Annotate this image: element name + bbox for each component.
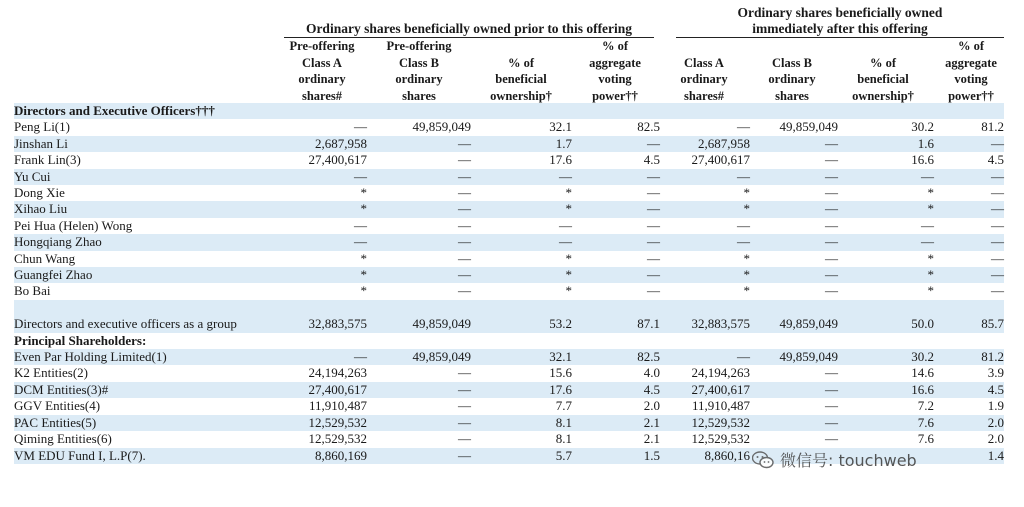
cell-value: — (367, 382, 471, 398)
cell-value: 82.5 (572, 349, 660, 365)
cell-value: 1.5 (572, 448, 660, 464)
cell-value: * (565, 283, 572, 299)
cell-value: — (280, 169, 367, 185)
cell-value: 4.0 (643, 365, 660, 381)
cell-value: 49,859,049 (779, 119, 838, 135)
row-label: DCM Entities(3)# (14, 382, 280, 398)
cell-value: 24,194,263 (308, 365, 367, 381)
column-header-line: ordinary (768, 72, 816, 86)
cell-value: * (743, 283, 750, 299)
table-row (14, 382, 1004, 398)
cell-value: 1.7 (471, 136, 572, 152)
cell-value: 32.1 (471, 349, 572, 365)
cell-value: 2.0 (934, 415, 1004, 431)
cell-value: 12,529,532 (660, 415, 750, 431)
column-header-line: power†† (592, 88, 638, 103)
table-row (14, 251, 1004, 267)
column-header-5 (660, 55, 748, 106)
column-header-1 (280, 38, 364, 105)
cell-value: 32,883,575 (280, 300, 367, 333)
cell-value: — (367, 234, 471, 250)
column-header-8 (926, 38, 1016, 105)
cell-value: 49,859,049 (750, 300, 838, 333)
cell-value: — (458, 250, 471, 266)
cell-value: — (280, 234, 367, 250)
column-header-line: % of (507, 55, 535, 70)
cell-value: 7.6 (838, 415, 934, 431)
column-header-line: Pre-offering (386, 39, 452, 53)
cell-value: 1.6 (838, 136, 934, 152)
cell-value: 3.9 (987, 365, 1004, 381)
cell-value: — (458, 217, 471, 233)
watermark (752, 448, 917, 471)
row-label: Yu Cui (14, 169, 280, 185)
cell-value: 16.6 (911, 152, 934, 168)
row-label: Even Par Holding Limited(1) (14, 349, 280, 365)
column-header-line: shares# (301, 88, 343, 103)
row-label: Frank Lin(3) (14, 152, 81, 168)
cell-value: — (647, 217, 660, 233)
cell-value: 49,859,049 (367, 349, 471, 365)
cell-value: 1.9 (987, 398, 1004, 414)
table-row (14, 119, 1004, 135)
section-title: Principal Shareholders: (14, 332, 147, 348)
column-header-line: aggregate (589, 55, 641, 70)
cell-value: 2.1 (643, 431, 660, 447)
column-header-line: shares (775, 88, 809, 103)
section-header-row (14, 103, 1004, 119)
table-row (14, 218, 1004, 234)
cell-value: 11,910,487 (691, 398, 750, 414)
column-header-line: shares# (683, 88, 725, 103)
cell-value: * (565, 185, 572, 201)
cell-value: 8,860,16 (660, 448, 750, 464)
cell-value: — (471, 169, 572, 185)
cell-value: 2.0 (987, 431, 1004, 447)
table-row (14, 398, 1004, 414)
cell-value: 32.1 (549, 119, 572, 135)
cell-value: — (572, 169, 660, 185)
table-row (14, 349, 1004, 365)
cell-value: 49,859,049 (750, 349, 838, 365)
table-row (14, 431, 1004, 447)
cell-value: — (838, 234, 934, 250)
cell-value: — (750, 415, 838, 431)
cell-value: 49,859,049 (367, 300, 471, 333)
column-header-line: Class A (302, 55, 342, 70)
row-label: Xihao Liu (14, 201, 280, 217)
cell-value: 27,400,617 (660, 382, 750, 398)
cell-value: 85.7 (934, 300, 1004, 333)
cell-value: 2.0 (643, 398, 660, 414)
table-row (14, 300, 1004, 333)
cell-value: * (927, 185, 934, 201)
table-row (14, 185, 1004, 201)
cell-value: — (934, 267, 1004, 283)
row-label: Jinshan Li (14, 136, 280, 152)
cell-value: * (660, 201, 750, 217)
cell-value: 27,400,617 (308, 152, 367, 168)
column-header-line: ordinary (680, 72, 728, 86)
cell-value: — (750, 234, 838, 250)
cell-value: 81.2 (981, 119, 1004, 135)
watermark-text: 微信号: touchweb (780, 451, 917, 470)
cell-value: 4.5 (572, 382, 660, 398)
cell-value: * (280, 201, 367, 217)
row-label: Directors and executive officers as a group (14, 300, 280, 333)
cell-value: * (743, 185, 750, 201)
cell-value: 32,883,575 (660, 300, 750, 333)
column-header-line: power†† (948, 88, 994, 103)
cell-value: 30.2 (911, 119, 934, 135)
cell-value: — (934, 234, 1004, 250)
cell-value: — (825, 283, 838, 299)
cell-value: * (743, 250, 750, 266)
cell-value: 2,687,958 (280, 136, 367, 152)
column-header-3 (471, 55, 571, 106)
cell-value: — (991, 283, 1004, 299)
cell-value: 7.7 (555, 398, 572, 414)
cell-value: 17.6 (471, 382, 572, 398)
cell-value: 8.1 (555, 431, 572, 447)
cell-value: — (660, 234, 750, 250)
cell-value: * (471, 267, 572, 283)
cell-value: — (934, 169, 1004, 185)
cell-value: 87.1 (572, 300, 660, 333)
cell-value: 12,529,532 (691, 431, 750, 447)
cell-value: * (565, 250, 572, 266)
section-title: Directors and Executive Officers††† (14, 103, 1004, 119)
column-header-line: ordinary (298, 72, 346, 86)
column-header-line: Class B (772, 55, 812, 70)
cell-value: * (360, 283, 367, 299)
group-header-after (676, 5, 1004, 37)
cell-value: 8.1 (471, 415, 572, 431)
cell-value: — (572, 267, 660, 283)
row-label: Qiming Entities(6) (14, 431, 112, 447)
cell-value: * (360, 185, 367, 201)
cell-value: 12,529,532 (280, 415, 367, 431)
cell-value: — (825, 250, 838, 266)
cell-value: — (825, 152, 838, 168)
cell-value: 15.6 (549, 365, 572, 381)
group-header-after-line2: immediately after this offering (752, 21, 928, 36)
row-label: Bo Bai (14, 283, 51, 299)
cell-value: — (660, 169, 750, 185)
cell-value: 24,194,263 (691, 365, 750, 381)
column-header-6 (750, 55, 834, 106)
cell-value: — (458, 152, 471, 168)
column-header-line: ownership† (490, 88, 552, 103)
cell-value: — (367, 415, 471, 431)
cell-value: — (737, 217, 750, 233)
cell-value: 17.6 (549, 152, 572, 168)
row-label: K2 Entities(2) (14, 365, 89, 381)
cell-value: — (825, 185, 838, 201)
cell-value: — (647, 283, 660, 299)
cell-value: — (559, 217, 572, 233)
cell-value: 81.2 (934, 349, 1004, 365)
cell-value: — (991, 217, 1004, 233)
cell-value: * (838, 201, 934, 217)
cell-value: — (471, 234, 572, 250)
table-row (14, 136, 1004, 152)
cell-value: — (458, 431, 471, 447)
cell-value: — (367, 169, 471, 185)
cell-value: 2,687,958 (660, 136, 750, 152)
cell-value: — (750, 382, 838, 398)
cell-value: 14.6 (911, 365, 934, 381)
cell-value: — (367, 201, 471, 217)
cell-value: 27,400,617 (280, 382, 367, 398)
cell-value: 2.1 (572, 415, 660, 431)
cell-value: — (367, 136, 471, 152)
cell-value: — (825, 398, 838, 414)
cell-value: — (660, 349, 750, 365)
cell-value: 12,529,532 (308, 431, 367, 447)
cell-value: 50.0 (838, 300, 934, 333)
cell-value: — (280, 349, 367, 365)
row-label: Peng Li(1) (14, 119, 70, 135)
column-header-4 (572, 38, 658, 105)
cell-value: — (934, 136, 1004, 152)
cell-value: 82.5 (637, 119, 660, 135)
cell-value: — (750, 267, 838, 283)
row-label: Hongqiang Zhao (14, 234, 280, 250)
cell-value: 16.6 (838, 382, 934, 398)
table-row (14, 415, 1004, 431)
cell-value: * (471, 201, 572, 217)
cell-value: — (572, 136, 660, 152)
ownership-table (14, 103, 1004, 464)
cell-value: — (737, 119, 750, 135)
cell-value: * (360, 250, 367, 266)
table-row (14, 201, 1004, 217)
column-header-line: ownership† (852, 88, 914, 103)
cell-value: 49,859,049 (412, 119, 471, 135)
table-row (14, 234, 1004, 250)
cell-value: — (991, 185, 1004, 201)
cell-value: * (838, 267, 934, 283)
cell-value: — (367, 267, 471, 283)
cell-value: — (458, 365, 471, 381)
column-header-line: voting (598, 72, 632, 86)
cell-value: 4.5 (934, 382, 1004, 398)
column-header-line: aggregate (945, 55, 997, 70)
column-header-line: shares (402, 88, 436, 103)
cell-value: — (825, 365, 838, 381)
table-row (14, 169, 1004, 185)
cell-value: * (280, 267, 367, 283)
table-row (14, 267, 1004, 283)
cell-value: 8,860,169 (280, 448, 367, 464)
row-label: GGV Entities(4) (14, 398, 101, 414)
column-header-line: Class B (399, 55, 439, 70)
cell-value: — (458, 185, 471, 201)
table-row (14, 365, 1004, 381)
column-header-line: beneficial (857, 72, 909, 86)
cell-value: 11,910,487 (308, 398, 367, 414)
group-header-prior: Ordinary shares beneficially owned prior to this offering (305, 21, 633, 36)
cell-value: 7.2 (917, 398, 934, 414)
group-header-after-line1: Ordinary shares beneficially owned (737, 5, 943, 20)
table-row (14, 283, 1004, 299)
column-header-line: % of (869, 55, 897, 70)
cell-value: 30.2 (838, 349, 934, 365)
cell-value: — (991, 250, 1004, 266)
cell-value: 53.2 (471, 300, 572, 333)
cell-value: * (927, 250, 934, 266)
table-row (14, 152, 1004, 168)
row-label: Dong Xie (14, 185, 65, 201)
column-header-line: % of (601, 39, 629, 53)
cell-value: 5.7 (471, 448, 572, 464)
cell-value: — (750, 169, 838, 185)
column-header-7 (838, 55, 928, 106)
column-header-2 (367, 38, 471, 105)
cell-value: * (927, 283, 934, 299)
cell-value: — (838, 169, 934, 185)
cell-value: — (367, 448, 471, 464)
column-header-line: voting (954, 72, 988, 86)
cell-value: — (458, 283, 471, 299)
cell-value: — (750, 136, 838, 152)
cell-value: 27,400,617 (691, 152, 750, 168)
row-label: Guangfei Zhao (14, 267, 280, 283)
cell-value: 7.6 (917, 431, 934, 447)
cell-value: 4.5 (643, 152, 660, 168)
section-header-row (14, 333, 1004, 349)
column-header-line: beneficial (495, 72, 547, 86)
row-label: Chun Wang (14, 250, 76, 266)
wechat-icon (752, 451, 774, 469)
cell-value: — (825, 431, 838, 447)
cell-value: — (825, 217, 838, 233)
column-header-line: Class A (684, 55, 724, 70)
cell-value: 1.4 (934, 448, 1004, 464)
column-header-line: Pre-offering (289, 39, 355, 53)
cell-value: — (934, 201, 1004, 217)
row-label: VM EDU Fund I, L.P(7). (14, 448, 280, 464)
row-label: Pei Hua (Helen) Wong (14, 217, 133, 233)
cell-value: — (572, 201, 660, 217)
cell-value: — (921, 217, 934, 233)
cell-value: — (647, 185, 660, 201)
cell-value: — (647, 250, 660, 266)
cell-value: — (750, 201, 838, 217)
cell-value: * (660, 267, 750, 283)
cell-value: — (354, 217, 367, 233)
row-label: PAC Entities(5) (14, 415, 280, 431)
cell-value: 4.5 (987, 152, 1004, 168)
column-header-line: % of (957, 39, 985, 53)
cell-value: — (458, 398, 471, 414)
cell-value: — (354, 119, 367, 135)
cell-value: — (572, 234, 660, 250)
column-header-line: ordinary (395, 72, 443, 86)
